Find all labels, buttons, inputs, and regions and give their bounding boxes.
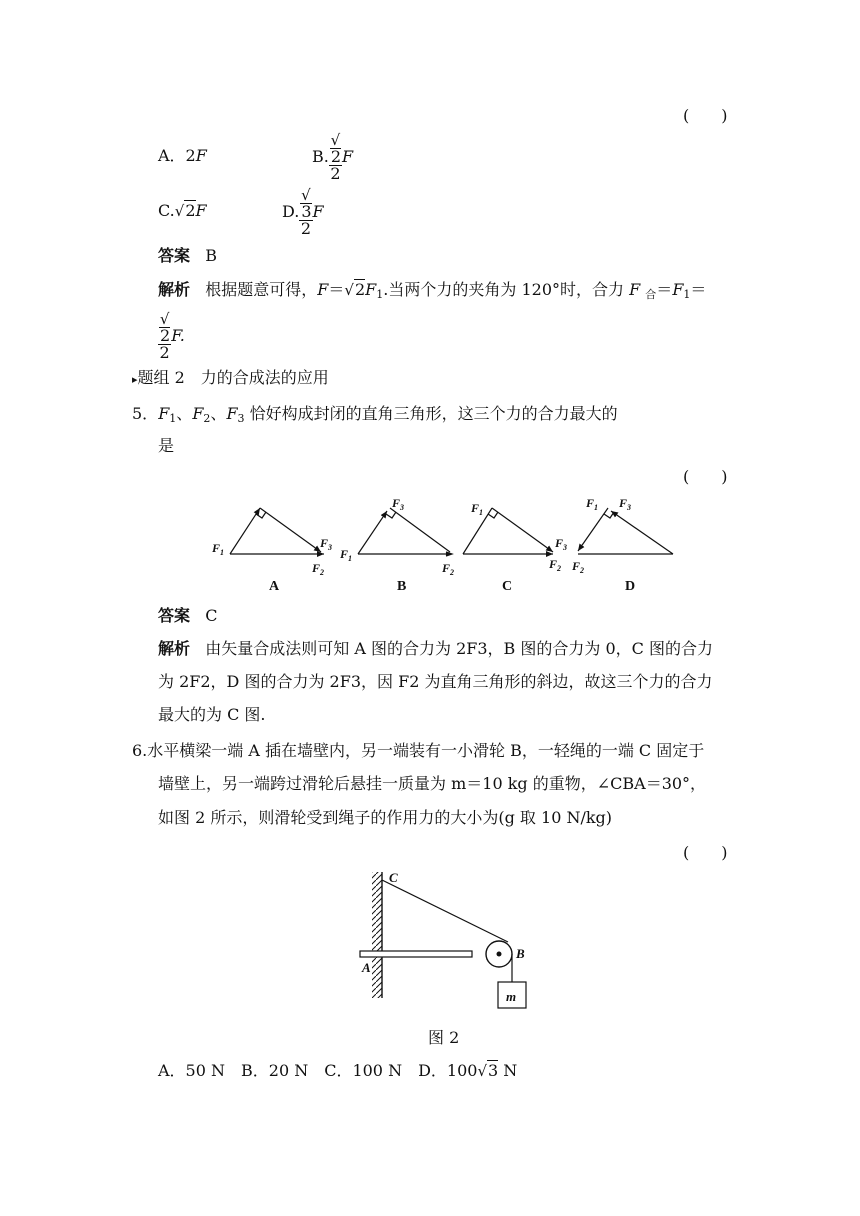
diagram-label: D [625,579,636,594]
q6-paren: ( ) [683,843,728,862]
label-m: m [506,989,517,1004]
label-c: C [389,870,398,885]
var-f: F [312,202,324,221]
var-f: F [342,147,354,166]
fraction-numerator: √ 3 [301,186,312,221]
fraction-denominator: 2 [159,343,170,362]
label-f3: $F_3$ [392,496,405,512]
q4-option-d [282,187,324,237]
option-label: C. [158,201,175,220]
label-f1: $F_1$ [340,547,353,563]
q6-stem-line1: 6.水平横梁一端 A 插在墙壁内，另一端装有一小滑轮 B，一轻绳的一端 C 固定于 [132,741,705,760]
rope-cb [382,880,508,942]
beam [360,951,472,957]
q5-stem-line2: 是 [158,436,175,455]
option-label: B. [312,147,329,166]
label-f2: $F_2$ [442,561,455,577]
answer-label: 答案 [158,606,191,625]
group-title: 题组 2 力的合成法的应用 [137,368,329,387]
q4-analysis-end [158,311,185,361]
label-f2: $F_2$ [572,559,585,575]
analysis-text: 根据题意可得， [205,280,318,299]
fraction [329,132,342,182]
radicand: 2 [185,201,196,220]
q5-stem-line1: 5．$F_1$、$F_2$、$F_3$ 恰好构成封闭的直角三角形，这三个力的合力最大的 [132,404,618,425]
figure-caption: 图 2 [428,1028,460,1047]
q4-option-b [312,132,353,182]
q5-paren: ( ) [683,467,728,486]
label-f3: $F_3$ [619,496,632,512]
sqrt-icon: √ [174,202,185,220]
q6-stem-line3: 如图 2 所示，则滑轮受到绳子的作用力的大小为(g 取 10 N/kg) [158,808,613,827]
q6-stem-line2: 墙壁上，另一端跨过滑轮后悬挂一质量为 m＝10 kg 的重物，∠CBA＝30°， [158,774,707,793]
fraction [299,187,312,237]
triangle-marker-icon: ▸ [132,373,138,386]
option-label: A．2 [158,146,196,165]
q4-answer [158,246,217,266]
fraction-numerator: √ 2 [159,310,171,345]
q5-triangle-diagrams [200,492,690,597]
diagram-label: C [502,579,513,594]
q4-paren: ( ) [683,106,728,125]
question-number: 5． [132,404,159,423]
label-f2: $F_2$ [549,557,562,573]
analysis-label: 解析 [158,639,191,658]
q5-analysis-line1: 解析 由矢量合成法则可知 A 图的合力为 2F3，B 图的合力为 0，C 图的合力 [158,639,713,658]
option-label: D. [282,202,300,221]
analysis-label: 解析 [158,280,191,299]
var-f: F [195,201,207,220]
wall-hatch [372,872,382,998]
analysis-end: F. [171,326,185,345]
diagram-a [230,508,324,554]
label-b: B [516,946,525,961]
label-f1: $F_1$ [212,541,225,557]
answer-value: B [205,246,218,265]
diagram-label: A [269,579,280,594]
var-f: F [195,146,207,165]
q5-analysis-line2: 为 2F2，D 图的合力为 2F3，因 F2 为直角三角形的斜边，故这三个力的合力 [158,672,713,691]
q5-analysis-line3: 最大的为 C 图. [158,705,266,724]
diagram-d [578,508,673,554]
label-f2: $F_2$ [312,561,325,577]
radicand: 3 [488,1061,499,1080]
label-f3: $F_3$ [555,536,568,552]
answer-value: C [205,606,218,625]
analysis-text: .当两个力的夹角为 120°时，合力 [383,280,624,299]
q4-option-c [158,201,207,221]
label-f1: $F_1$ [471,501,484,517]
fraction [158,311,171,361]
diagram-label: B [397,579,407,594]
group-heading [132,368,329,390]
q5-answer [158,606,218,626]
q6-options: A．50 N B．20 N C．100 N D．100√3 N [158,1061,518,1080]
diagram-b [358,508,452,556]
label-f1: $F_1$ [586,496,599,512]
answer-label: 答案 [158,246,191,265]
label-a: A [362,960,371,975]
label-f3: $F_3$ [320,536,333,552]
q4-option-a [158,146,207,166]
fraction-denominator: 2 [300,219,312,238]
pulley-axle [497,952,502,957]
q4-analysis: 解析 根据题意可得，$F=√2F_1$.当两个力的夹角为 120°时，合力 F $_合=F_1=$ [158,280,707,301]
pulley-figure [352,868,542,1018]
sqrt-icon: √ [477,1062,488,1080]
fraction-denominator: 2 [330,164,341,183]
fraction-numerator: √ 2 [330,131,342,166]
